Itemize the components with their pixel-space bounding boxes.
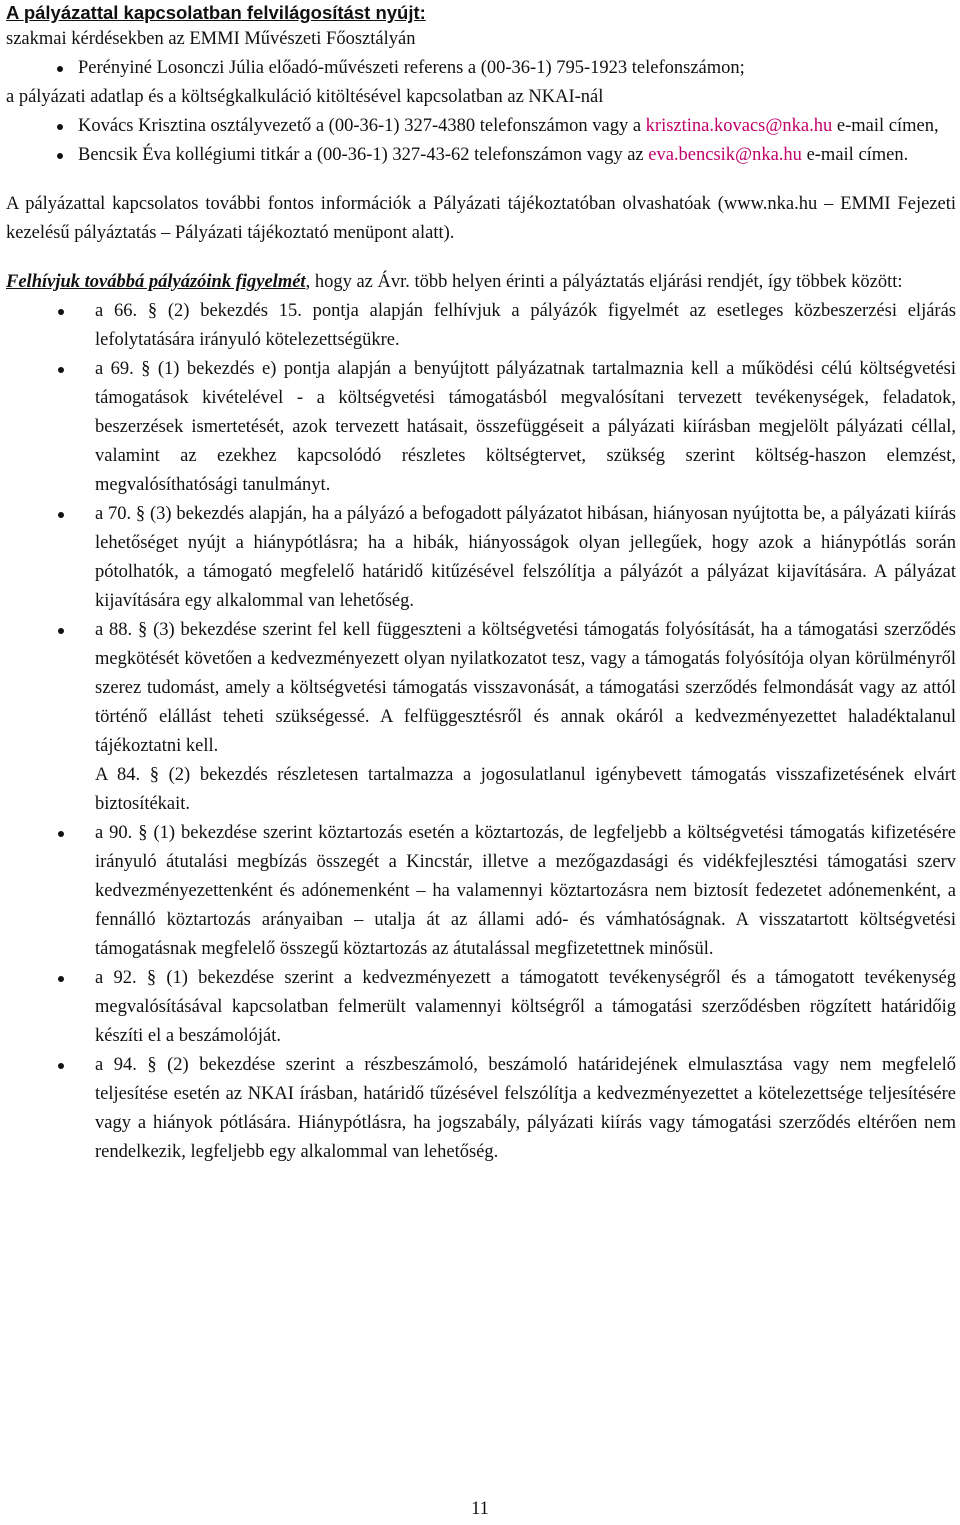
contact-list-ministry bbox=[6, 54, 956, 83]
contact-item bbox=[6, 141, 956, 170]
document-page bbox=[6, 0, 956, 1167]
rules-list bbox=[6, 297, 956, 1167]
intro-nkai: a pályázati adatlap és a költségkalkuláció kitöltésével kapcsolatban az NKAI-nál bbox=[6, 87, 604, 107]
attention-paragraph bbox=[6, 268, 956, 297]
rule-item: a 70. § (3) bekezdés alapján, ha a pályázó a befogadott pályázatot hibásan, hiányosan nyújtotta be, a pályázati kiírás lehetőséget nyújt a hiánypótlásra; ha a hibák, hiányosságok olyan jellegűek, hogy azok a hiánypótlás során pótolhatók, a támogató megfelelő határidő kitűzésével felszólítja a pályázót a pályázat kijavítására. A pályázat kijavítására egy alkalommal van lehetőség. bbox=[6, 500, 956, 616]
intro-professional: szakmai kérdésekben az EMMI Művészeti Főosztályán bbox=[6, 29, 416, 49]
rule-item: a 88. § (3) bekezdése szerint fel kell függeszteni a költségvetési támogatás folyósítását, ha a támogatási szerződés megkötését követően a kedvezményezett olyan nyilatkozatot tesz, vagy a támogatás folyósítója olyan körülményről szerez tudomást, amely a költségvetési támogatás visszavonását, a támogatási szerződés felmondását vagy az attól történő elállást teheti szükségessé. A felfüggesztésről és annak okáról a kedvezményezettet haladéktalanul tájékoztatni kell. bbox=[6, 616, 956, 761]
attention-text: , hogy az Ávr. több helyen érinti a pályáztatás eljárási rendjét, így többek között: bbox=[305, 272, 903, 292]
section-heading: A pályázattal kapcsolatban felvilágosítást nyújt: bbox=[6, 2, 426, 23]
rule-item: a 94. § (2) bekezdése szerint a részbeszámoló, beszámoló határidejének elmulasztása vagy nem megfelelő teljesítése esetén az NKAI írásban, határidő tűzésével felszólítja a kedvezményezettet a kötelezettsége teljesítésére vagy a hiányok pótlására. Hiánypótlásra, ha jogszabály, pályázati kiírás vagy támogatási szerződés eltérően nem rendelkezik, legfeljebb egy alkalommal van lehetőség. bbox=[6, 1051, 956, 1167]
rule-item: a 90. § (1) bekezdése szerint köztartozás esetén a köztartozás, de legfeljebb a költségvetési támogatás kifizetésére irányuló átutalási megbízás összegét a Kincstár, illetve a mezőgazdasági és vidékfejlesztési támogatási szerv kedvezményezettenként és adónemenként – ha valamennyi köztartozásra nem biztosít fedezetet adónemenként, a fennálló köztartozás arányaiban – utalja át az állami adó- és vámhatóságnak. A visszatartott költségvetési támogatásnak megfelelő összegű köztartozás az átutalással megfizetettnek minősül. bbox=[6, 819, 956, 964]
contact-item bbox=[6, 112, 956, 141]
contact-text: Bencsik Éva kollégiumi titkár a (00-36-1) 327-43-62 telefonszámon vagy az bbox=[78, 145, 644, 165]
contact-suffix: e-mail címen. bbox=[801, 145, 909, 165]
contact-item: Perényiné Losonczi Júlia előadó-művészeti referens a (00-36-1) 795-1923 telefonszámon; bbox=[6, 54, 956, 83]
contact-list-nkai bbox=[6, 112, 956, 170]
rule-item: a 69. § (1) bekezdés e) pontja alapján a benyújtott pályázatnak tartalmaznia kell a működési célú költségvetési támogatások kivételével - a költségvetési támogatásból megvalósítani tervezett tevékenységek, feladatok, beszerzések ismertetését, azok tervezett hatásait, összefüggéseit a pályázati kiírásban megjelölt pályázati céllal, valamint az ezekhez kapcsolódó részletes költségtervet, szükség szerint költség-haszon elemzést, megvalósíthatósági tanulmányt. bbox=[6, 355, 956, 500]
contact-suffix: e-mail címen, bbox=[832, 116, 939, 136]
rule-item: a 92. § (1) bekezdése szerint a kedvezményezett a támogatott tevékenységről és a támogatott tevékenység megvalósításával kapcsolatban felmerült valamennyi költségről a támogatási szerződésben rögzített határidőig készíti el a beszámolóját. bbox=[6, 964, 956, 1051]
rule-item: a 66. § (2) bekezdés 15. pontja alapján felhívjuk a pályázók figyelmét az esetleges közbeszerzési eljárás lefolytatására irányuló kötelezettségükre. bbox=[6, 297, 956, 355]
email-link[interactable]: krisztina.kovacs@nka.hu bbox=[645, 116, 833, 136]
rule-item: A 84. § (2) bekezdés részletesen tartalmazza a jogosulatlanul igénybevett támogatás visszafizetésének elvárt biztosítékait. bbox=[95, 765, 956, 814]
attention-emphasis: Felhívjuk továbbá pályázóink figyelmét bbox=[6, 272, 306, 292]
page-number: 11 bbox=[471, 1499, 489, 1519]
info-paragraph: A pályázattal kapcsolatos további fontos információk a Pályázati tájékoztatóban olvashatóak (www.nka.hu – EMMI Fejezeti kezelésű pályáztatás – Pályázati tájékoztató menüpont alatt). bbox=[6, 194, 956, 243]
email-link[interactable]: eva.bencsik@nka.hu bbox=[648, 145, 802, 165]
contact-text: Kovács Krisztina osztályvezető a (00-36-1) 327-4380 telefonszámon vagy a bbox=[78, 116, 642, 136]
